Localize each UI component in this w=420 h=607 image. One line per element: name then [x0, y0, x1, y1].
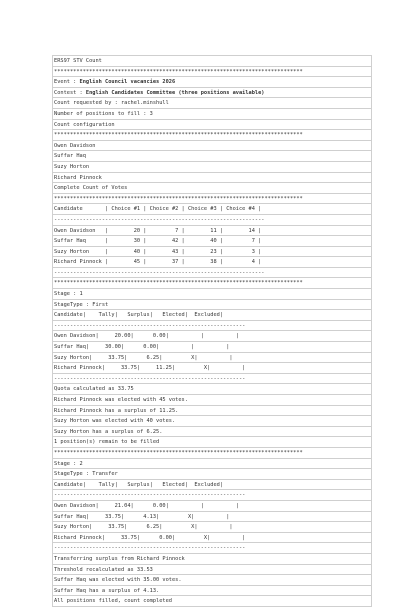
report-line: Owen Davidson	[53, 141, 371, 152]
report-line: ------------------------------------------------------------------	[53, 268, 371, 279]
report-line: Quota calculated as 33.75	[53, 384, 371, 395]
report-line: Richard Pinnock | 45 | 37 | 38 | 4 |	[53, 257, 371, 268]
report-line: Suzy Horton has a surplus of 6.25.	[53, 427, 371, 438]
report-line: Owen Davidson | 20 | 7 | 11 | 14 |	[53, 226, 371, 237]
report-line: ------------------------------------------------------------	[53, 490, 371, 501]
report-line: ------------------------------------------------------------	[53, 374, 371, 385]
report-line: ------------------------------------------------------------------	[53, 215, 371, 226]
report-line: Complete Count of Votes	[53, 183, 371, 194]
report-line: Richard Pinnock	[53, 173, 371, 184]
line-label: Event :	[54, 79, 80, 86]
report-line: Suffar Haq was elected with 35.00 votes.	[53, 575, 371, 586]
report-line: Richard Pinnock| 33.75| 11.25| X| |	[53, 363, 371, 374]
report-line: ******************************************************************************	[53, 67, 371, 78]
report-line: Count configuration	[53, 120, 371, 131]
report-line: ******************************************************************************	[53, 194, 371, 205]
report-line: Number of positions to fill : 3	[53, 109, 371, 120]
report-line: ------------------------------------------------------------	[53, 321, 371, 332]
report-line: Suffar Haq	[53, 151, 371, 162]
report-line: Transferring surplus from Richard Pinnock	[53, 554, 371, 565]
report-line: Owen Davidson| 20.00| 0.00| | |	[53, 331, 371, 342]
report-line: Suzy Horton| 33.75| 6.25| X| |	[53, 522, 371, 533]
report-line: ------------------------------------------------------------	[53, 543, 371, 554]
line-label: Contest :	[54, 89, 86, 96]
report-line: Threshold recalculated as 33.53	[53, 565, 371, 576]
report-line: ******************************************************************************	[53, 448, 371, 459]
report-line: ******************************************************************************	[53, 130, 371, 141]
report-line: Richard Pinnock has a surplus of 11.25.	[53, 406, 371, 417]
stv-count-report	[52, 55, 372, 607]
line-value: English Candidates Committee (three positions available)	[85, 89, 265, 96]
report-line: Candidate| Tally| Surplus| Elected| Excluded|	[53, 310, 371, 321]
report-line: ******************************************************************************	[53, 278, 371, 289]
report-line: StageType : First	[53, 300, 371, 311]
report-line: Suffar Haq has a surplus of 4.13.	[53, 586, 371, 597]
report-line: Candidate| Tally| Surplus| Elected| Excluded|	[53, 480, 371, 491]
report-line	[53, 88, 371, 99]
report-line: All positions filled, count completed	[53, 596, 371, 607]
report-line: Suffar Haq | 30 | 42 | 40 | 7 |	[53, 236, 371, 247]
report-line: Suzy Horton | 40 | 43 | 23 | 3 |	[53, 247, 371, 258]
report-line: ERS97 STV Count	[53, 56, 371, 67]
report-line: Suffar Haq| 33.75| 4.13| X| |	[53, 512, 371, 523]
report-line: Richard Pinnock| 33.75| 0.00| X| |	[53, 533, 371, 544]
report-line: Count requested by : rachel.minshull	[53, 98, 371, 109]
line-value: English Council vacancies 2026	[79, 79, 176, 86]
report-line: Stage : 1	[53, 289, 371, 300]
report-line: Suzy Horton	[53, 162, 371, 173]
report-line: Suffar Haq| 30.00| 0.00| | |	[53, 342, 371, 353]
report-line: Suzy Horton| 33.75| 6.25| X| |	[53, 353, 371, 364]
report-line	[53, 77, 371, 88]
report-line: StageType : Transfer	[53, 469, 371, 480]
report-line: Suzy Horton was elected with 40 votes.	[53, 416, 371, 427]
report-line: 1 position(s) remain to be filled	[53, 437, 371, 448]
report-line: Richard Pinnock was elected with 45 votes.	[53, 395, 371, 406]
report-line: Candidate | Choice #1 | Choice #2 | Choice #3 | Choice #4 |	[53, 204, 371, 215]
report-line: Stage : 2	[53, 459, 371, 470]
report-line: Owen Davidson| 21.04| 0.00| | |	[53, 501, 371, 512]
